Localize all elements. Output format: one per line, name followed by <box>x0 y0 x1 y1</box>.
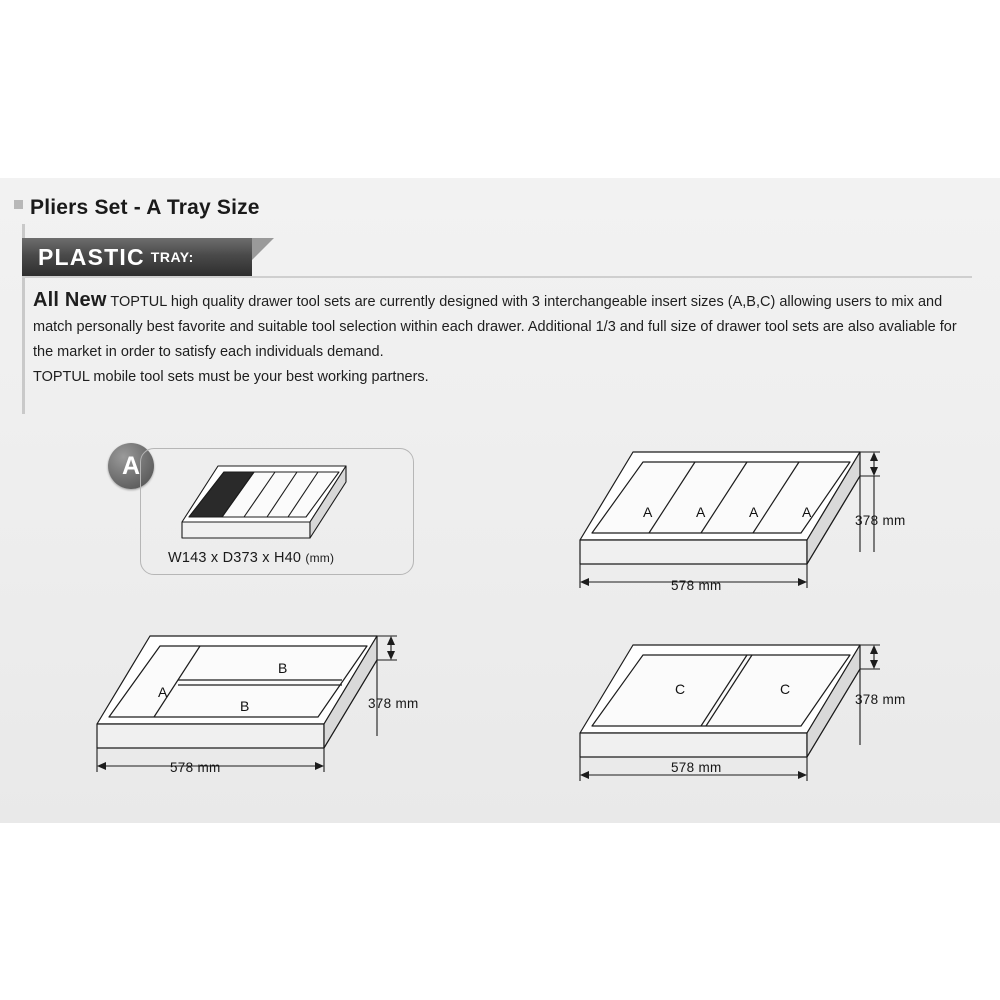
cell-label-a1: A <box>643 504 653 520</box>
cell-label-ab-b2: B <box>240 698 250 714</box>
cell-label-ab-a: A <box>158 684 168 700</box>
dimensions-tray-c <box>575 635 915 795</box>
depth-label-tray-ab: 378 mm <box>368 696 419 711</box>
plastic-tray-banner <box>22 238 252 276</box>
tray-size-badge-a: A <box>108 443 154 489</box>
figure-tray-a-sample <box>178 460 388 560</box>
cell-label-c1: C <box>675 681 686 697</box>
cell-label-ab-b1: B <box>278 660 288 676</box>
banner-main-label: PLASTIC <box>38 243 145 270</box>
cell-label-a3: A <box>749 504 759 520</box>
page-title: Pliers Set - A Tray Size <box>30 196 260 219</box>
cell-label-a2: A <box>696 504 706 520</box>
width-label-tray-a-four: 578 mm <box>671 578 722 593</box>
banner-fold-corner <box>252 238 274 260</box>
banner-sub-label: TRAY: <box>150 248 194 265</box>
title-marker <box>14 200 23 209</box>
width-label-tray-c: 578 mm <box>671 760 722 775</box>
description-body: TOPTUL high quality drawer tool sets are currently designed with 3 interchangeable insert sizes (A,B,C) allowing users to mix and match personally best favorite and suitable tool selection within each drawer. Additional 1/3 and full size of drawer tool sets are also avaliable for the market in order to satisfy each individuals demand. <box>33 294 957 360</box>
depth-label-tray-c: 378 mm <box>855 692 906 707</box>
description-closing: TOPTUL mobile tool sets must be your best working partners. <box>33 369 429 385</box>
cell-label-c2: C <box>780 681 791 697</box>
cell-label-a4: A <box>802 504 812 520</box>
banner-underline <box>22 276 972 278</box>
description-paragraph <box>33 288 968 390</box>
depth-label-tray-a-four: 378 mm <box>855 513 906 528</box>
description-lead: All New <box>33 289 107 311</box>
tray-a-dimension-text: W143 x D373 x H40 <box>168 550 306 566</box>
width-label-tray-ab: 578 mm <box>170 760 221 775</box>
tray-a-dimension-unit: (mm) <box>305 551 335 565</box>
